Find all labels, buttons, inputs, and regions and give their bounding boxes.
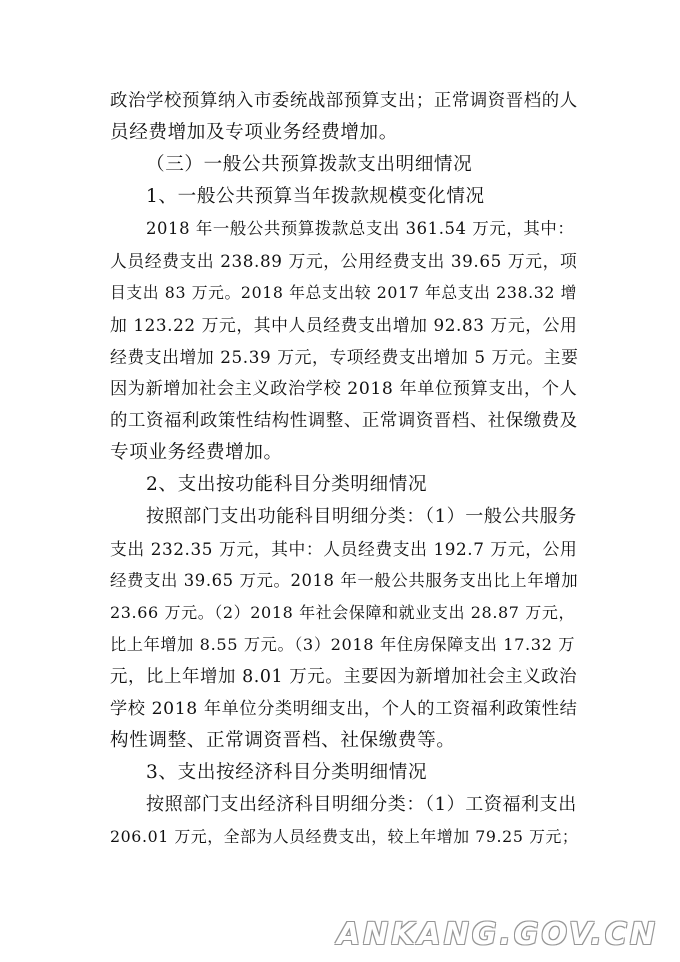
text-line: 比上年增加 8.55 万元。（3）2018 年住房保障支出 17.32 万 [110,635,576,654]
text-line: 支出 232.35 万元，其中：人员经费支出 192.7 万元，公用 [110,539,578,559]
text-line: 经费支出增加 25.39 万元，专项经费支出增加 5 万元。主要 [110,347,579,367]
text-line: 经费支出 39.65 万元。2018 年一般公共服务支出比上年增加 [110,571,579,590]
text-line: 专项业务经费增加。 [110,442,283,463]
text-line: 元，比上年增加 8.01 万元。主要因为新增加社会主义政治 [110,667,578,687]
section-heading: （三）一般公共预算拨款支出明细情况 [146,154,473,175]
subsection-heading: 1、一般公共预算当年拨款规模变化情况 [146,186,485,207]
text-line: 2018 年一般公共预算拨款总支出 361.54 万元，其中： [146,219,575,238]
text-line: 206.01 万元，全部为人员经费支出，较上年增加 79.25 万元； [110,827,579,846]
text-line: 人员经费支出 238.89 万元，公用经费支出 39.65 万元，项 [110,251,578,271]
text-line: 加 123.22 万元，其中人员经费支出增加 92.83 万元，公用 [110,315,578,335]
subsection-heading: 2、支出按功能科目分类明细情况 [146,474,428,495]
text-line: 政治学校预算纳入市委统战部预算支出；正常调资晋档的人 [110,91,578,111]
text-line: 的工资福利政策性结构性调整、正常调资晋档、社保缴费及 [110,411,578,431]
text-line: 构性调整、正常调资晋档、社保缴费等。 [110,730,456,751]
text-line: 员经费增加及专项业务经费增加。 [110,122,398,143]
site-watermark: ANKANG.GOV.CN [336,917,658,952]
text-line: 目支出 83 万元。2018 年总支出较 2017 年总支出 238.32 增 [110,283,578,302]
text-line: 学校 2018 年单位分类明细支出，个人的工资福利政策性结 [110,699,578,719]
text-line: 23.66 万元。（2）2018 年社会保障和就业支出 28.87 万元， [110,603,576,622]
subsection-heading: 3、支出按经济科目分类明细情况 [146,762,428,783]
text-line: 按照部门支出功能科目明细分类：（1）一般公共服务 [146,506,577,527]
text-line: 因为新增加社会主义政治学校 2018 年单位预算支出，个人 [110,379,578,399]
text-line: 按照部门支出经济科目明细分类：（1）工资福利支出 [146,794,577,815]
